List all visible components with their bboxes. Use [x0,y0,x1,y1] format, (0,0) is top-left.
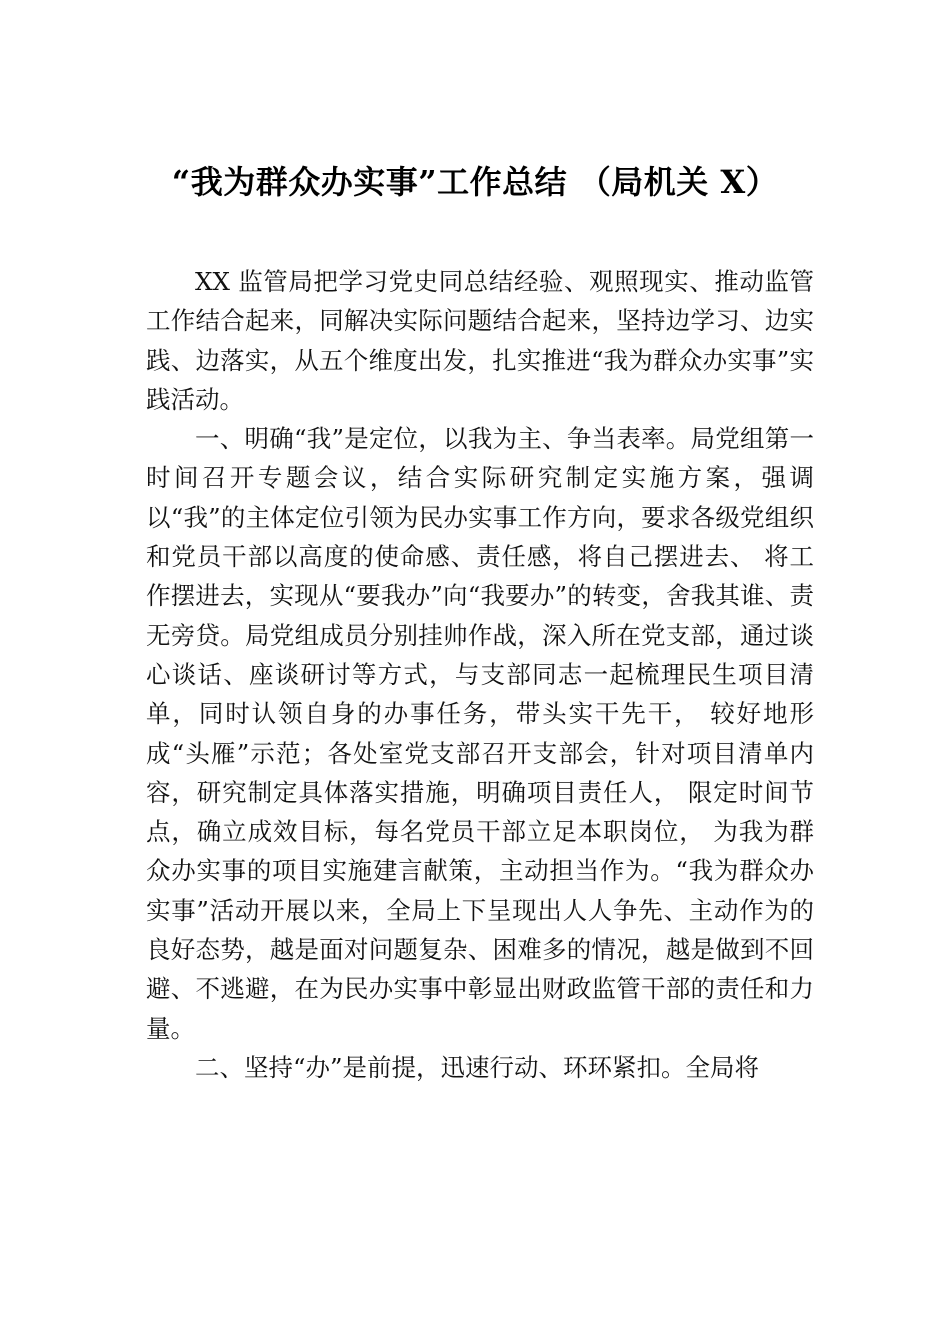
paragraph-section-one: 一、明确“我”是定位，以我为主、争当表率。局党组第一时间召开专题会议，结合实际研究制定实施方案，强调以“我”的主体定位引领为民办实事工作方向，要求各级党组织和党员干部以高度的使命感、责任感，将自己摆进去、 将工作摆进去，实现从“要我办”向“我要办”的转变，舍我其谁、责无旁贷。局党组成员分别挂帅作战，深入所在党支部，通过谈心谈话、座谈研讨等方式，与支部同志一起梳理民生项目清单，同时认领自身的办事任务，带头实干先干， 较好地形成“头雁”示范；各处室党支部召开支部会，针对项目清单内容，研究制定具体落实措施，明确项目责任人， 限定时间节点，确立成效目标，每名党员干部立足本职岗位， 为我为群众办实事的项目实施建言献策，主动担当作为。“我为群众办实事”活动开展以来，全局上下呈现出人人争先、主动作为的良好态势，越是面对问题复杂、困难多的情况，越是做到不回避、不逃避，在为民办实事中彰显出财政监管干部的责任和力量。 [146,424,814,1043]
paragraph-section-two: 二、坚持“办”是前提，迅速行动、环环紧扣。全局将 [195,1052,760,1082]
document-title: “我为群众办实事”工作总结 （局机关 X） [171,163,779,201]
document-body [146,262,814,1087]
paragraph-intro: XX 监管局把学习党史同总结经验、观照现实、推动监管工作结合起来，同解决实际问题结合起来，坚持边学习、边实践、边落实，从五个维度出发，扎实推进“我为群众办实事”实践活动。 [146,267,814,414]
